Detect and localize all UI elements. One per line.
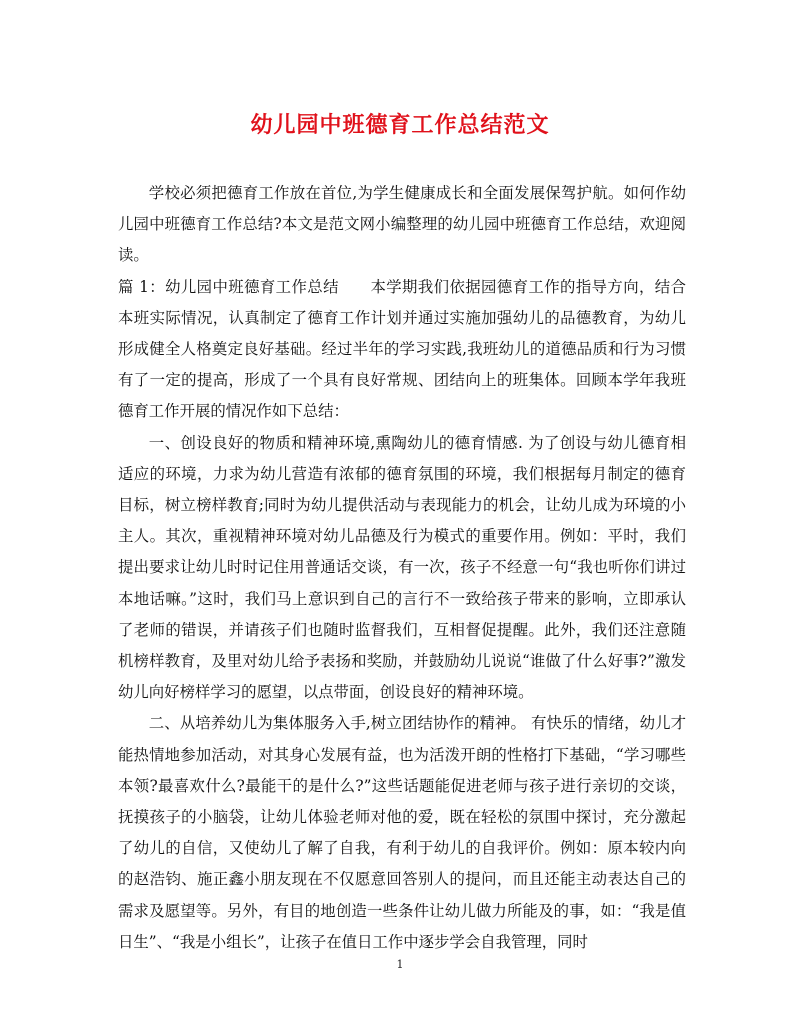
intro-paragraph: 学校必须把德育工作放在首位,为学生健康成长和全面发展保驾护航。如何作幼儿园中班德育工作总结?本文是范文网小编整理的幼儿园中班德育工作总结，欢迎阅读。 [118, 184, 686, 265]
page-number: 1 [396, 958, 404, 971]
point-1-paragraph: 一、创设良好的物质和精神环境,熏陶幼儿的德育情感. 为了创设与幼儿德育相适应的环境，力求为幼儿营造有浓郁的德育氛围的环境，我们根据每月制定的德育目标，树立榜样教育;同时为幼儿提供活动与表现能力的机会，让幼儿成为环境的小主人。其次，重视精神环境对幼儿品德及行为模式的重要作用。例如：平时，我们提出要求让幼儿时时记住用普通话交谈，有一次，孩子不经意一句“我也听你们讲过本地话嘛。”这时，我们马上意识到自己的言行不一致给孩子带来的影响，立即承认了老师的错误，并请孩子们也随时监督我们，互相督促提醒。此外，我们还注意随机榜样教育，及里对幼儿给予表扬和奖励，并鼓励幼儿说说“谁做了什么好事?”激发幼儿向好榜样学习的愿望，以点带面，创设良好的精神环境。 [118, 433, 686, 702]
point-2-paragraph: 二、从培养幼儿为集体服务入手,树立团结协作的精神。 有快乐的情绪，幼儿才能热情地参加活动，对其身心发展有益，也为活泼开朗的性格打下基础，“学习哪些本领?最喜欢什么?最能干的是什么?”这些话题能促进老师与孩子进行亲切的交谈，抚摸孩子的小脑袋，让幼儿体验老师对他的爱，既在轻松的氛围中探讨，充分激起了幼儿的自信，又使幼儿了解了自我，有利于幼儿的自我评价。例如：原本较内向的赵浩钧、施正鑫小朋友现在不仅愿意回答别人的提问，而且还能主动表达自己的需求及愿望等。另外，有目的地创造一些条件让幼儿做力所能及的事，如：“我是值日生”、“我是小组长”，让孩子在值日工作中逐步学会自我管理，同时 [118, 714, 686, 951]
document-title: 幼儿园中班德育工作总结范文 [250, 112, 550, 138]
section-1-paragraph: 篇 1：幼儿园中班德育工作总结 本学期我们依据园德育工作的指导方向，结合本班实际情况，认真制定了德育工作计划并通过实施加强幼儿的品德教育，为幼儿形成健全人格奠定良好基础。经过半年的学习实践,我班幼儿的道德品质和行为习惯有了一定的提高，形成了一个具有良好常规、团结向上的班集体。回顾本学年我班德育工作开展的情况作如下总结： [118, 277, 686, 421]
document-body [118, 178, 686, 958]
